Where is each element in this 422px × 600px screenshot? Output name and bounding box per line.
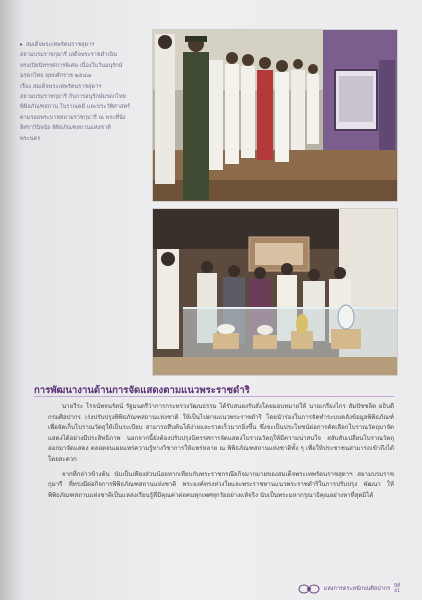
caption-line: สยามบรมราชกุมารี กับการอนุรักษ์มรดกไทย [20, 94, 126, 101]
caption-line: มรดกไทย พุทธศักราช ๒๕๔๗ [20, 73, 92, 80]
bullet-icon: ▸ [20, 42, 23, 48]
issue-label: ปีที่ [394, 583, 400, 589]
caption-line: ▸ สมเด็จพระเทพรัตนราชสุดาฯ [20, 42, 95, 48]
caption-line: สยามบรมราชกุมารี เสด็จพระราชดำเนิน [20, 52, 117, 59]
photo-exhibition-case [152, 208, 398, 376]
fine-arts-emblem-icon [298, 584, 320, 594]
caption-line: พิพิธภัณฑสถาน โบราณคดี และประวัติศาสตร์ [20, 104, 131, 111]
page-number-block [394, 584, 400, 595]
caption-line: พระนคร [20, 135, 41, 142]
body-paragraph: นายวีระ โรจน์พจนรัตน์ รัฐมนตรีว่าการกระทรวงวัฒนธรรม ได้รับสนองรับสั่งโดยมอบหมายให้ นายเกรียงไกร สัมปัชชลิต อธิบดีกรมศิลปากร เร่งปรับปรุงพิพิธภัณฑสถานแห่งชาติ ให้เป็นไปตามแนวพระราชดำริ โดยนำร่องในการจัดทำระบบคลังข้อมูลพิพิธภัณฑ์ เพื่อจัดเก็บโบราณวัตถุให้เป็นระเบียบ สามารถสืบค้นได้ง่ายและรวดเร็วมากยิ่งขึ้น ซึ่งจะเป็นประโยชน์ต่อการคัดเลือกโบราณวัตถุมาจัดแสดงได้อย่างมีประสิทธิภาพ นอกจากนี้ยังต้องปรับปรุงนิทรรศการจัดแสดงโบราณวัตถุให้มีความน่าสนใจ สลับสับเปลี่ยนโบราณวัตถุออกมาจัดแสดง ตลอดจนเผยแพร่ความรู้ทางวิชาการให้แพร่หลาย ณ พิพิธภัณฑสถานแห่งชาติทั้ง ๆ เพื่อให้ประชาชนสามารถเข้าถึงได้โดยสะดวก [48, 403, 394, 463]
section-title: การพัฒนางานด้านการจัดแสดงตามแนวพระราชดำริ [34, 385, 250, 396]
photo-exhibition-case-image [153, 209, 397, 375]
caption-line: ตามรอยพระบาทสยามราชกุมารี ณ พระที่นั่ง [20, 114, 126, 121]
publication-name: แห่งการตระหนักบนศิลปากร [323, 586, 391, 592]
caption-line: อิศราวินิจฉัย พิพิธภัณฑสถานแห่งชาติ [20, 125, 111, 132]
section-divider [34, 396, 394, 397]
caption-line: เรื่อง สมเด็จพระเทพรัตนราชสุดาฯ [20, 83, 102, 90]
photo-royal-visit [152, 29, 398, 202]
page-number: 41 [394, 589, 400, 594]
caption-line: ทรงเปิดนิทรรศการพิเศษ เนื่องในวันอนุรักษ์ [20, 62, 123, 69]
body-paragraph: จากที่กล่าวข้างต้น นับเป็นเพียงส่วนน้อยหากเทียบกับพระราชกรณียกิจมากมายของสมเด็จพระเทพรัตนราชสุดาฯ สยามบรมราชกุมารี ที่ทรงมีต่อกิจการพิพิธภัณฑสถานแห่งชาติ พระองค์ทรงห่วงใยและพระราชทานแนวพระราชดำริในการปรับปรุง พัฒนา ให้พิพิธภัณฑสถานแห่งชาติเป็นแหล่งเรียนรู้ที่มีคุณค่าต่อคนทุกเพศทุกวัยอย่างแท้จริง นับเป็นพระมหากรุณาธิคุณอย่างหาที่สุดมิได้ [48, 470, 394, 499]
article-body [48, 402, 394, 505]
photo-caption [20, 40, 144, 144]
page-footer [270, 582, 400, 596]
photo-royal-visit-image [153, 30, 397, 201]
